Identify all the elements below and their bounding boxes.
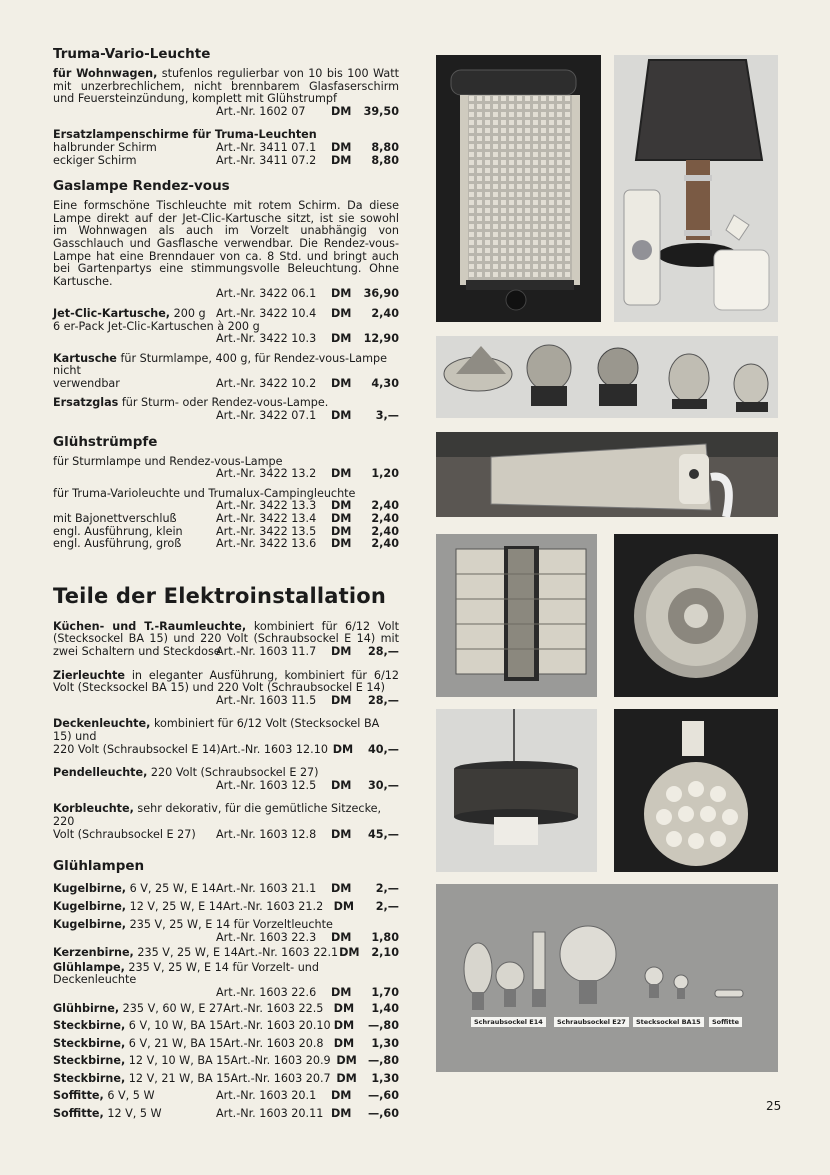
price-row: Kugelbirne, 12 V, 25 W, E 14 Art.-Nr. 1603 21.2 DM 2,— <box>53 899 399 913</box>
label-soffitte: Soffitte <box>709 1017 742 1027</box>
gluehlampe-desc: Glühlampe, 235 V, 25 W, E 14 für Vorzelt- und Deckenleuchte <box>53 960 320 987</box>
price-row: Soffitte, 6 V, 5 W Art.-Nr. 1603 20.1 DM —,60 <box>53 1089 399 1103</box>
zierleuchte-desc: Zierleuchte in eleganter Ausführung, kombiniert für 6/12 Volt (Stecksockel BA 15) und 220 Volt (Schraubsockel E 14) <box>53 668 399 695</box>
price-row: halbrunder Schirm Art.-Nr. 3411 07.1 DM 8,80 <box>53 140 399 154</box>
photo-korbleuchte <box>614 709 778 872</box>
gluehstruempfe-line: für Truma-Varioleuchte und Trumalux-Campingleuchte <box>53 486 356 500</box>
gluehstruempfe-line: für Sturmlampe und Rendez-vous-Lampe <box>53 454 283 468</box>
pendelleuchte-desc: Pendelleuchte, 220 Volt (Schraubsockel E 27) <box>53 766 319 780</box>
price-row: Art.-Nr. 1603 22.6 DM 1,70 <box>216 986 399 999</box>
price-row: engl. Ausführung, groß Art.-Nr. 3422 13.6 DM 2,40 <box>53 537 399 551</box>
text-column <box>53 46 399 1122</box>
price-row: verwendbar Art.-Nr. 3422 10.2 DM 4,30 <box>53 376 399 390</box>
price-row: Art.-Nr. 1603 11.7 DM 28,— <box>216 645 399 658</box>
heading-truma-vario: Truma-Vario-Leuchte <box>53 46 211 62</box>
kartusche-desc: Kartusche für Sturmlampe, 400 g, für Rendez-vous-Lampe nicht <box>53 351 388 378</box>
price-row: Jet-Clic-Kartusche, 200 g Art.-Nr. 3422 10.4 DM 2,40 <box>53 306 399 320</box>
photo-gluehstruempfe <box>436 336 778 418</box>
price-row: Soffitte, 12 V, 5 W Art.-Nr. 1603 20.11 DM —,60 <box>53 1106 399 1120</box>
price-row: Art.-Nr. 3422 06.1 DM 36,90 <box>216 287 399 301</box>
kuechenleuchte-desc: Küchen- und T.-Raumleuchte, kombiniert für 6/12 Volt (Stecksockel BA 15) und 220 Volt (Schraubsockel E 14) mit zwei Schaltern und Steckdose <box>53 619 399 658</box>
photo-deckenleuchte <box>614 534 778 697</box>
ersatzglas-desc: Ersatzglas für Sturm- oder Rendez-vous-Lampe. <box>53 396 329 410</box>
photo-zierleuchte <box>436 534 597 697</box>
price-row: eckiger Schirm Art.-Nr. 3411 07.2 DM 8,80 <box>53 153 399 167</box>
deckenleuchte-desc: Deckenleuchte, kombiniert für 6/12 Volt (Stecksockel BA 15) und <box>53 717 380 743</box>
photo-gluehlampen <box>436 884 778 1072</box>
price-row: Art.-Nr. 3422 10.3 DM 12,90 <box>216 332 399 346</box>
photo-rendezvous-lamp <box>614 55 778 322</box>
photo-pendelleuchte <box>436 709 597 872</box>
page-number: 25 <box>766 1099 782 1113</box>
price-row: Art.-Nr. 3422 13.3 DM 2,40 <box>216 499 399 513</box>
truma-vario-desc: für Wohnwagen, stufenlos regulierbar von 10 bis 100 Watt mit unzerbrechlichem, nicht brennbarem Glasfaserschirm und Feuersteinzündung, komplett mit Glühstrumpf <box>53 67 399 106</box>
kugelbirne-vorzelt: Kugelbirne, 235 V, 25 W, E 14 für Vorzeltleuchte <box>53 918 333 932</box>
price-row: Steckbirne, 6 V, 10 W, BA 15 Art.-Nr. 1603 20.10 DM —,80 <box>53 1019 399 1033</box>
price-row: Steckbirne, 12 V, 10 W, BA 15 Art.-Nr. 1603 20.9 DM —,80 <box>53 1054 399 1068</box>
price-row: Art.-Nr. 1602 07 DM 39,50 <box>216 104 399 118</box>
price-row: Volt (Schraubsockel E 27) Art.-Nr. 1603 12.8 DM 45,— <box>53 827 399 841</box>
price-row: Glühbirne, 235 V, 60 W, E 27 Art.-Nr. 1603 22.5 DM 1,40 <box>53 1001 399 1015</box>
price-row: engl. Ausführung, klein Art.-Nr. 3422 13.5 DM 2,40 <box>53 524 399 538</box>
price-row: Art.-Nr. 1603 11.5 DM 28,— <box>216 693 399 707</box>
label-stecksockel-ba15: Stecksockel BA15 <box>633 1017 704 1027</box>
price-row: Art.-Nr. 1603 12.5 DM 30,— <box>216 778 399 792</box>
price-row: mit Bajonettverschluß Art.-Nr. 3422 13.4 DM 2,40 <box>53 512 399 526</box>
price-row: Art.-Nr. 3422 13.2 DM 1,20 <box>216 467 399 481</box>
price-row: Art.-Nr. 1603 22.3 DM 1,80 <box>216 930 399 944</box>
label-schraubsockel-e27: Schraubsockel E27 <box>554 1017 629 1027</box>
heading-elektroinstallation: Teile der Elektroinstallation <box>53 583 387 608</box>
photo-truma-vario-lamp <box>436 55 601 322</box>
gaslampe-desc: Eine formschöne Tischleuchte mit rotem Schirm. Da diese Lampe direkt auf der Jet-Clic-Kartusche sitzt, ist sie sowohl im Wohnwagen als auch im Vorzelt unabhängig von Gasschlauch und Gasflasche verwendbar. Die Rendez-vous-Lampe hat eine Brenndauer von ca. 8 Std. und bringt auch bei Gartenpartys eine stimmungsvolle Beleuchtung. Ohne Kartusche. <box>53 199 399 288</box>
price-row: Steckbirne, 6 V, 21 W, BA 15 Art.-Nr. 1603 20.8 DM 1,30 <box>53 1036 399 1050</box>
heading-gaslampe: Gaslampe Rendez-vous <box>53 178 230 195</box>
price-row: Steckbirne, 12 V, 21 W, BA 15 Art.-Nr. 1603 20.7 DM 1,30 <box>53 1071 399 1085</box>
heading-gluehlampen: Glühlampen <box>53 858 145 875</box>
korbleuchte-desc: Korbleuchte, sehr dekorativ, für die gemütliche Sitzecke, 220 <box>53 802 382 828</box>
heading-ersatzlampenschirme: Ersatzlampenschirme für Truma-Leuchten <box>53 128 317 142</box>
heading-gluehstruempfe: Glühstrümpfe <box>53 433 158 450</box>
price-row: Art.-Nr. 3422 07.1 DM 3,— <box>216 409 399 423</box>
price-row: 220 Volt (Schraubsockel E 14) Art.-Nr. 1603 12.10 DM 40,— <box>53 742 399 756</box>
label-schraubsockel-e14: Schraubsockel E14 <box>471 1017 546 1027</box>
pack-label: 6 er-Pack Jet-Clic-Kartuschen à 200 g <box>53 319 260 333</box>
price-row: Kerzenbirne, 235 V, 25 W, E 14 Art.-Nr. 1603 22.1 DM 2,10 <box>53 946 399 960</box>
price-row: Kugelbirne, 6 V, 25 W, E 14 Art.-Nr. 1603 21.1 DM 2,— <box>53 882 399 896</box>
photo-kuechenleuchte <box>436 432 778 517</box>
